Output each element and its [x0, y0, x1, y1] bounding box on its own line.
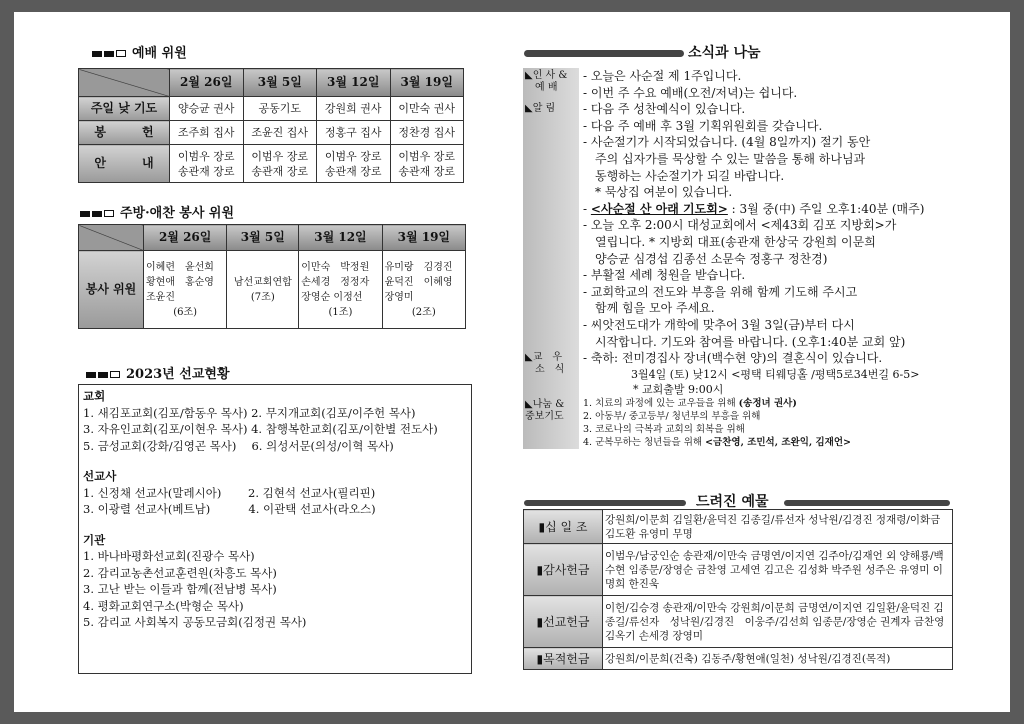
- decorative-bar: [784, 500, 950, 506]
- offering-names: 이범우/남궁인순 송관재/이만숙 금명연/이지연 김주아/김재언 외 양해룡/백수현 임종문/장영순 금찬영 고세연 김고은 김성화 박주원 성주은 유영미 이명희 한진욱: [603, 544, 953, 596]
- prayer-item: 2. 아동부/ 중고등부/ 청년부의 부흥을 위해: [583, 410, 761, 422]
- table-cell: 이혜련 윤선희 황현애 홍순영 조윤진 (6조): [144, 251, 227, 329]
- worship-section-title: 예배 위원: [92, 42, 187, 61]
- news-label: ◣인 사 & 예 배: [523, 68, 579, 101]
- table-cell: 양승균 권사: [170, 97, 244, 121]
- decorative-bar: [524, 50, 684, 57]
- news-item: - 다음 주 성찬예식이 있습니다.: [583, 102, 746, 117]
- offering-type-thanks: ▮감사헌금: [524, 544, 603, 596]
- news-row-members: [523, 350, 953, 397]
- news-item: 함께 힘을 모아 주세요.: [583, 301, 715, 316]
- kitchen-section-title: 주방·애찬 봉사 위원: [80, 202, 234, 221]
- row-label-usher: 안 내: [79, 145, 170, 183]
- table-cell: 조윤진 집사: [243, 121, 317, 145]
- news-item: - 부활절 세례 청원을 받습니다.: [583, 268, 746, 283]
- mission-line: 1. 새김포교회(김포/함동우 목사) 2. 무지개교회(김포/이주헌 목사): [83, 405, 416, 420]
- mission-group-heading: 선교사: [83, 469, 117, 483]
- table-cell: 유미랑 김경진 윤덕진 이혜영 장영미 (2조): [382, 251, 465, 329]
- mission-section-title: 2023년 선교현황: [86, 363, 230, 382]
- news-item: - 오늘은 사순절 제 1주입니다.: [583, 69, 742, 83]
- offering-type-mission: ▮선교헌금: [524, 596, 603, 648]
- news-subitem: * 교회출발 9:00시: [633, 382, 724, 396]
- mission-line: 3. 이광렬 선교사(베트남) 4. 이관택 선교사(라오스): [83, 502, 376, 516]
- news-item: - 교회학교의 전도와 부흥을 위해 함께 기도해 주시고: [583, 284, 858, 299]
- news-item: 시작합니다. 기도와 참여를 바랍니다. (오후1:40분 교회 앞): [583, 334, 906, 349]
- date-header: 3월 12일: [299, 225, 382, 251]
- table-cell: 조주희 집사: [170, 121, 244, 145]
- news-row-greeting: [523, 68, 953, 101]
- table-cell: 이범우 장로 송관재 장로: [170, 145, 244, 183]
- news-row-prayer: [523, 397, 953, 449]
- row-label-service: 봉사 위원: [79, 251, 144, 329]
- offerings-table: [523, 509, 953, 670]
- table-cell: 정찬경 집사: [390, 121, 464, 145]
- news-item: - 다음 주 예배 후 3월 기획위원회를 갖습니다.: [583, 118, 823, 133]
- news-item: - 사순절기가 시작되었습니다. (4월 8일까지) 절기 동안: [583, 135, 871, 150]
- table-cell: 이범우 장로 송관재 장로: [243, 145, 317, 183]
- offering-names: 강원희/이문희(건축) 김동주/황현애(일천) 성낙원/김경진(목적): [603, 648, 953, 670]
- row-label-prayer: 주일 낮 기도: [79, 97, 170, 121]
- table-corner: [79, 225, 144, 251]
- table-cell: 강원희 권사: [317, 97, 391, 121]
- prayer-item: 4. 군복무하는 청년들을 위해 <금찬영, 조민석, 조완익, 김재언>: [583, 436, 851, 448]
- news-item: 열립니다. * 지방회 대표(송관재 한상국 강원희 이문희: [583, 234, 876, 249]
- news-item: - 이번 주 수요 예배(오전/저녁)는 쉽니다.: [583, 85, 798, 100]
- mission-line: 5. 금성교회(강화/김영곤 목사) 6. 의성서문(의성/이혁 목사): [83, 438, 394, 453]
- offering-type-tithe: ▮십 일 조: [524, 510, 603, 544]
- news-item: - 오늘 오후 2:00시 대성교회에서 <제43회 김포 지방회>가: [583, 218, 897, 233]
- table-cell: 남선교회연합 (7조): [227, 251, 299, 329]
- mission-line: 3. 고난 받는 이들과 함께(전남병 목사): [83, 582, 277, 596]
- mission-box: [78, 384, 472, 674]
- mission-line: 1. 바나바평화선교회(진광수 목사): [83, 549, 255, 563]
- offering-type-purpose: ▮목적헌금: [524, 648, 603, 670]
- table-cell: 공동기도: [243, 97, 317, 121]
- table-cell: 정홍구 집사: [317, 121, 391, 145]
- table-corner: [79, 69, 170, 97]
- news-item: - 씨앗전도대가 개학에 맞추어 3월 3일(금)부터 다시: [583, 317, 855, 332]
- offerings-title: 드려진 예물: [696, 494, 769, 510]
- decorative-bar: [524, 500, 686, 506]
- date-header: 2월 26일: [144, 225, 227, 251]
- date-header: 3월 19일: [382, 225, 465, 251]
- offering-names: 강원희/이문희 김일환/윤덕진 김종길/류선자 성낙원/김경진 정재령/이화금 김도환 유영미 무명: [603, 510, 953, 544]
- table-cell: 이만숙 권사: [390, 97, 464, 121]
- news-row-notice: [523, 101, 953, 350]
- date-header: 3월 5일: [227, 225, 299, 251]
- prayer-item: 3. 코로나의 극복과 교회의 회복을 위해: [583, 423, 745, 435]
- news-item-highlight: - <사순절 산 아래 기도회> : 3월 중(中) 주일 오후1:40분 (매주): [583, 201, 925, 216]
- mission-group-heading: 교회: [83, 389, 106, 403]
- table-cell: 이범우 장로 송관재 장로: [390, 145, 464, 183]
- news-item: 주의 십자가를 묵상할 수 있는 말씀을 통해 하나님과: [583, 151, 866, 166]
- news-section: [523, 68, 953, 449]
- date-header: 3월 5일: [243, 69, 317, 97]
- news-item: 양승균 심경섭 김종선 소문숙 정홍구 정찬경): [583, 251, 828, 266]
- offering-names: 이헌/김승경 송관재/이만숙 강원희/이문희 금명연/이지연 김일환/윤덕진 김종길/류선자 성낙원/김경진 이웅주/김선희 임종문/장영순 권계자 금찬영 김옥기 손세경 장영미: [603, 596, 953, 648]
- bulletin-page: [14, 12, 1010, 712]
- worship-table: [78, 68, 464, 183]
- news-label: ◣교 우 소 식: [523, 350, 579, 397]
- mission-line: 1. 신정채 선교사(말레시아) 2. 김현석 선교사(필리핀): [83, 485, 376, 500]
- news-label: ◣알 림: [523, 101, 579, 350]
- news-title: 소식과 나눔: [688, 45, 761, 61]
- news-item: - 축하: 전미경집사 장녀(백수현 양)의 결혼식이 있습니다.: [583, 351, 883, 366]
- mission-line: 4. 평화교회연구소(박형순 목사): [83, 598, 244, 613]
- mission-group-heading: 기관: [83, 532, 106, 547]
- news-item: 동행하는 사순절기가 되길 바랍니다.: [583, 168, 785, 183]
- row-label-offering: 봉 헌: [79, 121, 170, 145]
- mission-line: 3. 자유인교회(김포/이현우 목사) 4. 참행복한교회(김포/이한별 전도사): [83, 422, 438, 436]
- mission-line: 2. 감리교농촌선교훈련원(차흥도 목사): [83, 565, 277, 580]
- date-header: 2월 26일: [170, 69, 244, 97]
- kitchen-table: [78, 224, 466, 329]
- date-header: 3월 12일: [317, 69, 391, 97]
- news-subitem: 3월4일 (토) 낮12시 <평택 티웨딩홀 /평택5로34번길 6-5>: [631, 367, 920, 381]
- prayer-item: 1. 치료의 과정에 있는 교우들을 위해 (송정녀 권사): [583, 397, 797, 409]
- mission-line: 5. 감리교 사회복지 공동모금회(김정권 목사): [83, 615, 307, 629]
- table-cell: 이범우 장로 송관재 장로: [317, 145, 391, 183]
- news-label: ◣나눔 & 중보기도: [523, 397, 579, 449]
- date-header: 3월 19일: [390, 69, 464, 97]
- table-cell: 이만숙 박정원 손세경 정정자 장영순 이정선 (1조): [299, 251, 382, 329]
- news-item: * 묵상집 여분이 있습니다.: [583, 185, 733, 200]
